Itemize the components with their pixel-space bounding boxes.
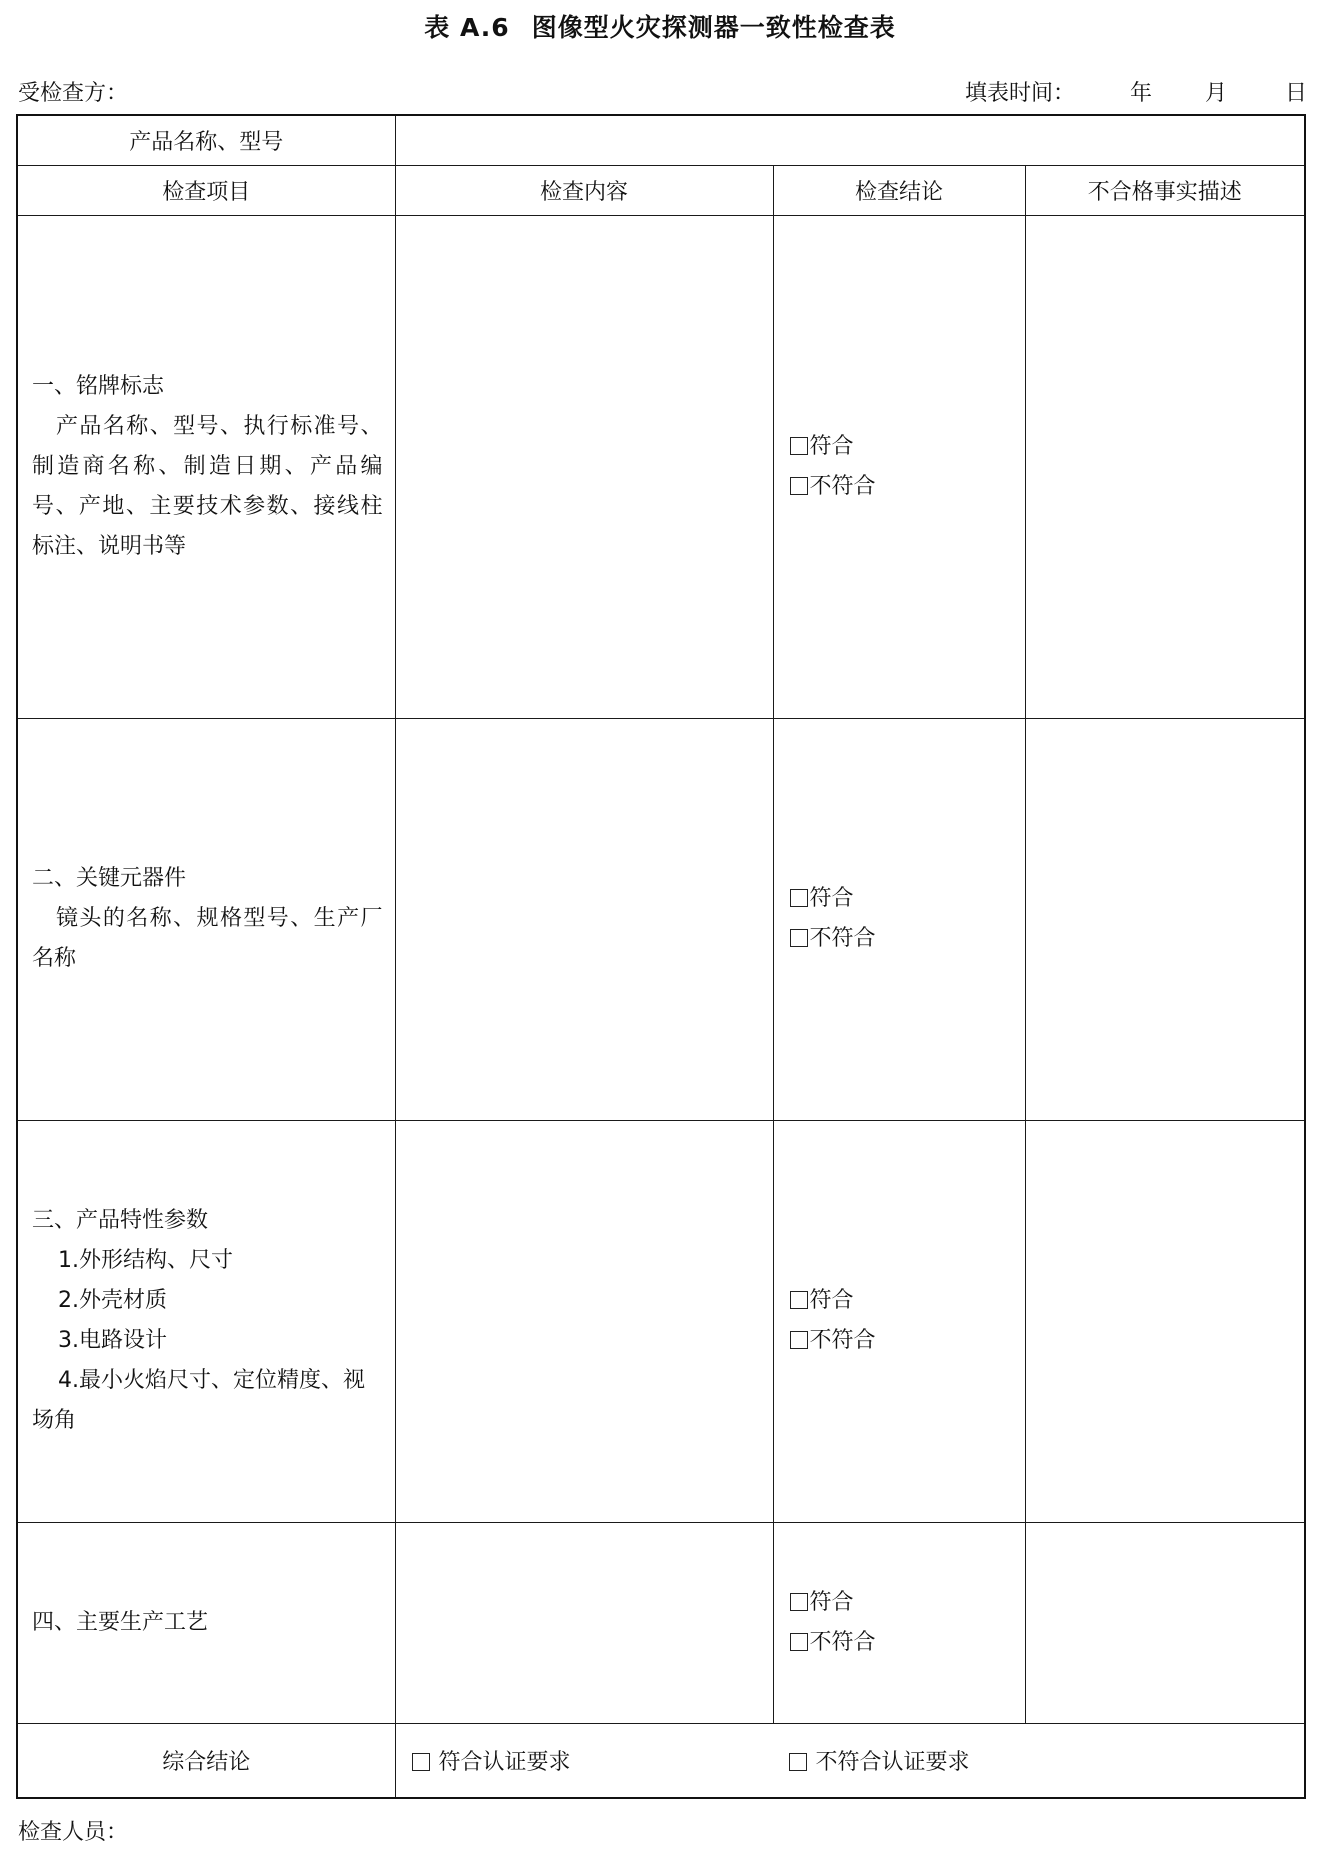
nonconformity-cell[interactable]	[1025, 215, 1305, 718]
header-item: 检查项目	[17, 165, 395, 215]
nonconformity-cell[interactable]	[1025, 1120, 1305, 1522]
option-label: 不符合认证要求	[815, 1749, 970, 1775]
table-row	[17, 1522, 1305, 1723]
checkbox-icon[interactable]	[790, 1593, 808, 1611]
day-label: 日	[1285, 81, 1308, 106]
overall-label: 综合结论	[17, 1723, 395, 1798]
title-number: 表 A.6	[424, 13, 510, 42]
table-row	[17, 1120, 1305, 1522]
item-description: 镜头的名称、规格型号、生产厂名称	[32, 906, 383, 971]
item-list	[32, 1241, 383, 1441]
option-label: 不符合	[809, 473, 876, 499]
option-label: 不符合	[809, 926, 876, 951]
result-cell	[773, 1522, 1025, 1723]
overall-options	[395, 1723, 1305, 1798]
option-nonconform[interactable]	[790, 1623, 1025, 1663]
overall-option-nonconform[interactable]	[789, 1745, 970, 1776]
item-heading: 二、关键元器件	[32, 866, 187, 891]
year-label: 年	[1130, 81, 1153, 106]
option-conform[interactable]	[790, 879, 1025, 919]
table-row	[17, 215, 1305, 718]
list-item: 1.外形结构、尺寸	[58, 1248, 233, 1273]
product-name-row	[17, 115, 1305, 165]
option-conform[interactable]	[790, 427, 1025, 467]
list-item: 2.外壳材质	[58, 1288, 167, 1313]
option-label: 符合	[809, 433, 854, 459]
checkbox-icon[interactable]	[789, 1753, 807, 1771]
title-text: 图像型火灾探测器一致性检查表	[531, 13, 896, 42]
table-row	[17, 718, 1305, 1120]
header-nonconformity: 不合格事实描述	[1025, 165, 1305, 215]
option-label: 不符合	[809, 1328, 876, 1353]
item-description: 产品名称、型号、执行标准号、制造商名称、制造日期、产品编号、产地、主要技术参数、接线柱标注、说明书等	[32, 413, 383, 559]
content-cell[interactable]	[395, 718, 773, 1120]
option-label: 符合	[809, 1288, 854, 1313]
nonconformity-cell[interactable]	[1025, 1522, 1305, 1723]
item-heading: 一、铭牌标志	[32, 373, 165, 399]
option-conform[interactable]	[790, 1281, 1025, 1321]
overall-row	[17, 1723, 1305, 1798]
inspected-party-label: 受检查方：	[18, 81, 129, 106]
product-name-value-cell[interactable]	[395, 115, 1305, 165]
content-cell[interactable]	[395, 1120, 773, 1522]
option-label: 不符合	[809, 1629, 876, 1655]
option-label: 符合	[809, 1589, 854, 1615]
checkbox-icon[interactable]	[412, 1753, 430, 1771]
overall-option-conform[interactable]	[412, 1745, 571, 1776]
content-cell[interactable]	[395, 1522, 773, 1723]
checkbox-icon[interactable]	[790, 1633, 808, 1651]
header-content: 检查内容	[395, 165, 773, 215]
result-cell	[773, 215, 1025, 718]
inspection-table	[16, 114, 1306, 1799]
checkbox-icon[interactable]	[790, 477, 808, 495]
product-name-label: 产品名称、型号	[17, 115, 395, 165]
checkbox-icon[interactable]	[790, 437, 808, 455]
checkbox-icon[interactable]	[790, 1291, 808, 1309]
option-label: 符合认证要求	[438, 1749, 571, 1775]
item-cell-process	[17, 1522, 395, 1723]
option-nonconform[interactable]	[790, 467, 1025, 507]
item-cell-parameters	[17, 1120, 395, 1522]
fill-date-label: 填表时间：	[965, 81, 1076, 106]
option-conform[interactable]	[790, 1583, 1025, 1623]
month-label: 月	[1205, 81, 1228, 106]
item-heading: 四、主要生产工艺	[32, 1609, 209, 1635]
item-cell-components	[17, 718, 395, 1120]
result-cell	[773, 1120, 1025, 1522]
content-cell[interactable]	[395, 215, 773, 718]
list-item: 4.最小火焰尺寸、定位精度、视场角	[32, 1368, 365, 1433]
list-item: 3.电路设计	[58, 1328, 167, 1353]
result-cell	[773, 718, 1025, 1120]
checkbox-icon[interactable]	[790, 1331, 808, 1349]
option-label: 符合	[809, 886, 854, 911]
inspector-label: 检查人员：	[18, 1820, 129, 1845]
option-nonconform[interactable]	[790, 1321, 1025, 1361]
checkbox-icon[interactable]	[790, 929, 808, 947]
item-cell-nameplate	[17, 215, 395, 718]
nonconformity-cell[interactable]	[1025, 718, 1305, 1120]
fill-date	[965, 76, 1307, 107]
document-title	[0, 8, 1320, 44]
header-row	[17, 165, 1305, 215]
checkbox-icon[interactable]	[790, 889, 808, 907]
option-nonconform[interactable]	[790, 919, 1025, 959]
item-heading: 三、产品特性参数	[32, 1208, 209, 1233]
header-result: 检查结论	[773, 165, 1025, 215]
